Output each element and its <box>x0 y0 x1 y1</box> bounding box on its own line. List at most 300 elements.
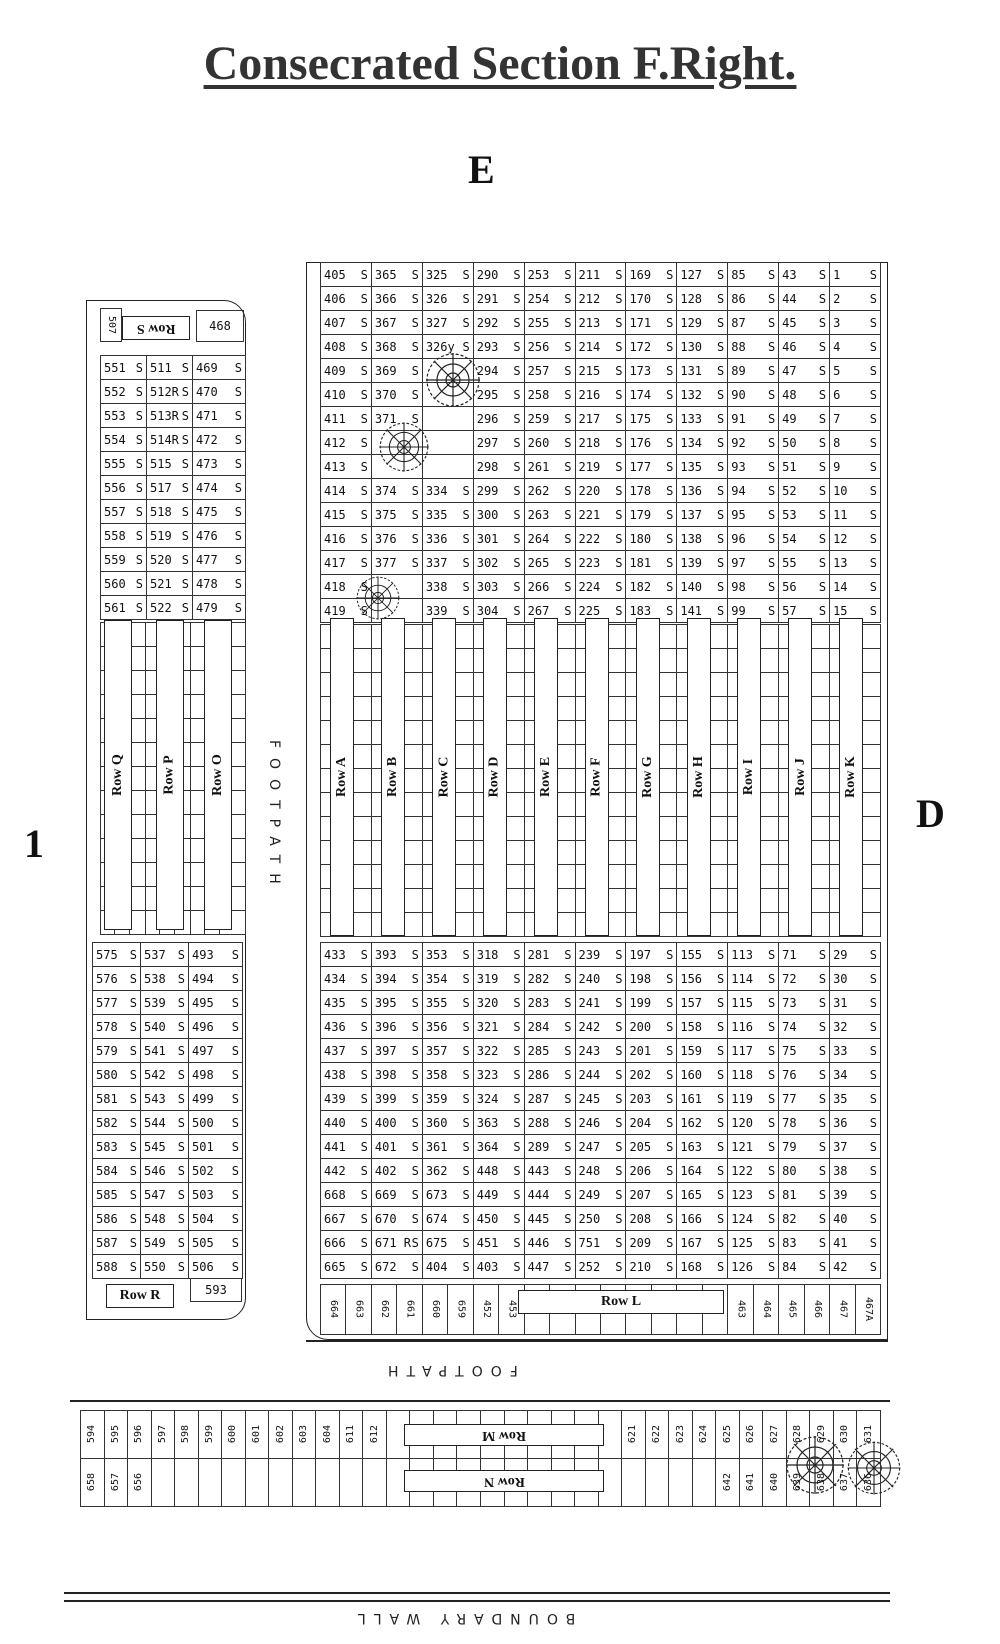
plot-cell[interactable] <box>152 1459 176 1507</box>
plot-cell[interactable] <box>474 1207 525 1231</box>
plot-cell[interactable] <box>222 1411 246 1459</box>
plot-cell[interactable] <box>525 575 576 599</box>
plot-cell[interactable] <box>779 1207 830 1231</box>
plot-cell[interactable] <box>576 407 627 431</box>
plot-cell[interactable] <box>423 551 474 575</box>
plot-cell[interactable] <box>830 1039 881 1063</box>
plot-cell[interactable] <box>677 1063 728 1087</box>
plot-cell[interactable] <box>626 1183 677 1207</box>
plot-cell[interactable] <box>423 1285 448 1335</box>
plot-cell[interactable] <box>321 527 372 551</box>
plot-cell[interactable] <box>830 967 881 991</box>
plot-cell[interactable] <box>321 455 372 479</box>
plot-cell[interactable] <box>372 1285 397 1335</box>
plot-cell[interactable] <box>830 1015 881 1039</box>
plot-cell[interactable] <box>525 1087 576 1111</box>
plot-cell[interactable] <box>191 887 205 911</box>
plot-cell[interactable] <box>141 1087 189 1111</box>
plot-cell[interactable] <box>740 1459 764 1507</box>
plot-cell[interactable] <box>423 1063 474 1087</box>
plot-cell[interactable] <box>779 311 830 335</box>
plot-cell[interactable] <box>779 1015 830 1039</box>
plot-cell[interactable] <box>525 335 576 359</box>
plot-cell[interactable] <box>101 452 147 476</box>
plot-cell[interactable] <box>576 1183 627 1207</box>
plot-cell[interactable] <box>626 287 677 311</box>
plot-cell[interactable] <box>191 719 205 743</box>
plot-cell[interactable] <box>474 527 525 551</box>
plot-cell[interactable] <box>626 551 677 575</box>
plot-cell[interactable] <box>779 1255 830 1279</box>
plot-cell[interactable] <box>576 503 627 527</box>
plot-cell[interactable] <box>677 967 728 991</box>
plot-cell[interactable] <box>525 1159 576 1183</box>
plot-cell[interactable] <box>779 967 830 991</box>
plot-cell[interactable] <box>93 1183 141 1207</box>
plot-cell[interactable] <box>93 1015 141 1039</box>
plot-cell[interactable] <box>321 943 372 967</box>
plot-cell[interactable] <box>321 1063 372 1087</box>
plot-cell[interactable] <box>321 1015 372 1039</box>
plot-cell[interactable] <box>626 503 677 527</box>
plot-cell[interactable] <box>101 476 147 500</box>
plot-cell[interactable] <box>321 1039 372 1063</box>
plot-cell[interactable] <box>191 791 205 815</box>
plot-cell[interactable] <box>147 476 193 500</box>
plot-cell[interactable] <box>93 991 141 1015</box>
row-f-bar[interactable] <box>585 618 609 936</box>
plot-cell[interactable] <box>779 1111 830 1135</box>
plot-cell[interactable] <box>189 1111 243 1135</box>
plot-cell[interactable] <box>141 991 189 1015</box>
plot-cell[interactable] <box>576 1111 627 1135</box>
plot-cell[interactable] <box>830 551 881 575</box>
plot-cell[interactable] <box>576 1207 627 1231</box>
plot-cell[interactable] <box>525 991 576 1015</box>
plot-cell[interactable] <box>728 1111 779 1135</box>
plot-cell[interactable] <box>101 356 147 380</box>
plot-cell[interactable] <box>677 1159 728 1183</box>
plot-cell[interactable] <box>93 1063 141 1087</box>
plot-cell[interactable] <box>787 1411 811 1459</box>
plot-cell[interactable] <box>423 1207 474 1231</box>
plot-cell[interactable] <box>93 1135 141 1159</box>
plot-cell[interactable] <box>372 1183 423 1207</box>
plot-cell[interactable] <box>576 1159 627 1183</box>
plot-cell[interactable] <box>525 359 576 383</box>
plot-cell[interactable] <box>141 1135 189 1159</box>
plot-cell[interactable] <box>834 1459 858 1507</box>
plot-cell[interactable] <box>128 1411 152 1459</box>
plot-cell[interactable] <box>474 943 525 967</box>
plot-cell[interactable] <box>763 1459 787 1507</box>
plot-cell[interactable] <box>423 991 474 1015</box>
plot-cell[interactable] <box>321 1087 372 1111</box>
plot-cell[interactable] <box>576 335 627 359</box>
plot-cell[interactable] <box>423 263 474 287</box>
plot-cell[interactable] <box>576 1015 627 1039</box>
plot-cell[interactable] <box>830 1231 881 1255</box>
row-g-bar[interactable] <box>636 618 660 936</box>
plot-cell[interactable] <box>669 1459 693 1507</box>
plot-cell[interactable] <box>372 503 423 527</box>
plot-cell[interactable] <box>677 1015 728 1039</box>
plot-cell[interactable] <box>423 575 474 599</box>
plot-cell[interactable] <box>474 967 525 991</box>
plot-cell[interactable] <box>152 1411 176 1459</box>
plot-cell[interactable] <box>321 287 372 311</box>
plot-cell[interactable] <box>321 311 372 335</box>
plot-cell[interactable] <box>830 311 881 335</box>
plot-cell[interactable] <box>677 991 728 1015</box>
plot-cell[interactable] <box>779 407 830 431</box>
plot-cell[interactable] <box>576 1063 627 1087</box>
plot-cell[interactable] <box>269 1459 293 1507</box>
plot-cell[interactable] <box>626 455 677 479</box>
plot-cell[interactable] <box>474 1231 525 1255</box>
plot-cell[interactable] <box>677 431 728 455</box>
plot-cell[interactable] <box>693 1459 717 1507</box>
plot-cell[interactable] <box>397 1285 422 1335</box>
plot-cell[interactable] <box>193 524 246 548</box>
plot-cell[interactable] <box>372 335 423 359</box>
plot-cell[interactable] <box>779 1063 830 1087</box>
plot-cell[interactable] <box>830 431 881 455</box>
plot-cell[interactable] <box>728 1039 779 1063</box>
row-b-bar[interactable] <box>381 618 405 936</box>
plot-cell[interactable] <box>372 1087 423 1111</box>
plot-cell[interactable] <box>728 1087 779 1111</box>
plot-cell[interactable] <box>141 1015 189 1039</box>
plot-cell[interactable] <box>321 263 372 287</box>
plot-cell[interactable] <box>779 263 830 287</box>
plot-cell[interactable] <box>147 356 193 380</box>
plot-cell[interactable] <box>423 943 474 967</box>
plot-cell[interactable] <box>677 1255 728 1279</box>
plot-cell[interactable] <box>340 1411 364 1459</box>
plot-cell[interactable] <box>779 1231 830 1255</box>
plot-cell[interactable] <box>189 1063 243 1087</box>
plot-cell[interactable] <box>728 431 779 455</box>
plot-cell[interactable] <box>728 1159 779 1183</box>
plot-cell[interactable] <box>372 967 423 991</box>
plot-cell[interactable] <box>193 476 246 500</box>
plot-cell[interactable] <box>830 943 881 967</box>
plot-cell[interactable] <box>191 767 205 791</box>
plot-cell[interactable] <box>779 455 830 479</box>
plot-cell[interactable] <box>677 943 728 967</box>
plot-cell[interactable] <box>372 311 423 335</box>
plot-cell[interactable] <box>474 1015 525 1039</box>
plot-cell[interactable] <box>372 1207 423 1231</box>
plot-cell[interactable] <box>728 991 779 1015</box>
plot-cell[interactable] <box>474 1039 525 1063</box>
plot-cell[interactable] <box>191 623 205 647</box>
plot-cell[interactable] <box>372 1039 423 1063</box>
plot-cell[interactable] <box>525 431 576 455</box>
row-p-bar[interactable] <box>156 620 184 930</box>
plot-cell[interactable] <box>525 1183 576 1207</box>
plot-cell[interactable] <box>193 548 246 572</box>
plot-cell[interactable] <box>525 1135 576 1159</box>
plot-cell[interactable] <box>193 500 246 524</box>
plot-cell[interactable] <box>779 1039 830 1063</box>
plot-cell[interactable] <box>525 1015 576 1039</box>
plot-cell[interactable] <box>141 1039 189 1063</box>
plot-cell[interactable] <box>626 943 677 967</box>
plot-cell[interactable] <box>423 1183 474 1207</box>
plot-cell[interactable] <box>423 1039 474 1063</box>
plot-cell[interactable] <box>474 431 525 455</box>
plot-cell[interactable] <box>363 1411 387 1459</box>
plot-cell[interactable] <box>830 1159 881 1183</box>
row-r-bar[interactable] <box>106 1284 174 1308</box>
plot-cell[interactable] <box>101 380 147 404</box>
plot-cell[interactable] <box>147 548 193 572</box>
plot-cell[interactable] <box>372 1159 423 1183</box>
plot-cell[interactable] <box>622 1459 646 1507</box>
plot-cell[interactable] <box>423 1159 474 1183</box>
plot-cell[interactable] <box>423 1135 474 1159</box>
plot-cell[interactable] <box>525 551 576 575</box>
plot-cell[interactable] <box>191 911 205 935</box>
plot-cell[interactable] <box>830 1063 881 1087</box>
plot-cell[interactable] <box>199 1459 223 1507</box>
plot-cell[interactable] <box>576 551 627 575</box>
plot-cell[interactable] <box>141 1111 189 1135</box>
plot-cell[interactable] <box>779 1087 830 1111</box>
plot-cell[interactable] <box>189 1183 243 1207</box>
plot-cell[interactable] <box>147 428 193 452</box>
plot-cell[interactable] <box>740 1411 764 1459</box>
plot-cell[interactable] <box>525 383 576 407</box>
plot-cell[interactable] <box>193 380 246 404</box>
plot-cell[interactable] <box>576 967 627 991</box>
plot-cell[interactable] <box>525 943 576 967</box>
plot-cell[interactable] <box>423 1111 474 1135</box>
plot-cell[interactable] <box>372 263 423 287</box>
plot-cell[interactable] <box>677 455 728 479</box>
plot-cell[interactable] <box>101 404 147 428</box>
plot-cell[interactable] <box>321 359 372 383</box>
plot-cell[interactable] <box>93 1255 141 1279</box>
plot-cell[interactable] <box>576 383 627 407</box>
plot-cell[interactable] <box>830 383 881 407</box>
plot-cell[interactable] <box>646 1411 670 1459</box>
plot-cell[interactable] <box>646 1459 670 1507</box>
plot-cell[interactable] <box>191 671 205 695</box>
plot-cell[interactable] <box>576 575 627 599</box>
plot-cell[interactable] <box>626 991 677 1015</box>
plot-cell[interactable] <box>856 1285 881 1335</box>
plot-cell[interactable] <box>779 527 830 551</box>
plot-cell[interactable] <box>576 943 627 967</box>
row-k-bar[interactable] <box>839 618 863 936</box>
plot-cell[interactable] <box>372 1231 423 1255</box>
plot-cell[interactable] <box>728 263 779 287</box>
plot-cell[interactable] <box>474 287 525 311</box>
plot-cell[interactable] <box>321 503 372 527</box>
plot-cell[interactable] <box>830 263 881 287</box>
plot-cell[interactable] <box>576 1135 627 1159</box>
plot-cell[interactable] <box>293 1459 317 1507</box>
plot-cell[interactable] <box>189 1207 243 1231</box>
plot-cell[interactable] <box>626 1135 677 1159</box>
plot-cell[interactable] <box>525 1111 576 1135</box>
plot-cell[interactable] <box>175 1459 199 1507</box>
plot-cell[interactable] <box>830 1285 855 1335</box>
plot-cell[interactable] <box>363 1459 387 1507</box>
plot-cell[interactable] <box>716 1411 740 1459</box>
plot-cell[interactable] <box>525 527 576 551</box>
plot-cell[interactable] <box>372 1135 423 1159</box>
plot-cell[interactable] <box>189 1039 243 1063</box>
plot-cell[interactable] <box>677 527 728 551</box>
plot-cell[interactable] <box>130 863 146 887</box>
plot-cell[interactable] <box>346 1285 371 1335</box>
plot-cell[interactable] <box>779 359 830 383</box>
plot-cell[interactable] <box>423 479 474 503</box>
plot-cell[interactable] <box>321 479 372 503</box>
plot-cell[interactable] <box>576 1255 627 1279</box>
plot-cell[interactable] <box>474 503 525 527</box>
plot-cell[interactable] <box>830 1183 881 1207</box>
plot-cell[interactable] <box>130 743 146 767</box>
plot-cell[interactable] <box>525 503 576 527</box>
plot-cell[interactable] <box>669 1411 693 1459</box>
plot-cell[interactable] <box>423 311 474 335</box>
plot-cell[interactable] <box>147 596 193 620</box>
plot-cell[interactable] <box>128 1459 152 1507</box>
plot-cell[interactable] <box>372 1111 423 1135</box>
plot-cell[interactable] <box>130 671 146 695</box>
plot-cell[interactable] <box>101 428 147 452</box>
plot-cell[interactable] <box>810 1459 834 1507</box>
plot-cell[interactable] <box>576 263 627 287</box>
plot-cell[interactable] <box>372 359 423 383</box>
plot-cell[interactable] <box>423 1015 474 1039</box>
plot-cell[interactable] <box>321 335 372 359</box>
plot-cell[interactable] <box>189 1135 243 1159</box>
plot-cell[interactable] <box>626 383 677 407</box>
plot-cell[interactable] <box>141 1159 189 1183</box>
plot-cell[interactable] <box>191 815 205 839</box>
plot-cell[interactable] <box>576 311 627 335</box>
plot-cell[interactable] <box>830 455 881 479</box>
plot-cell[interactable] <box>199 1411 223 1459</box>
row-e-bar[interactable] <box>534 618 558 936</box>
row-h-bar[interactable] <box>687 618 711 936</box>
plot-cell[interactable] <box>81 1411 105 1459</box>
plot-cell[interactable] <box>626 479 677 503</box>
plot-cell[interactable] <box>677 1183 728 1207</box>
plot-cell[interactable] <box>474 1135 525 1159</box>
plot-cell[interactable] <box>728 287 779 311</box>
plot-cell[interactable] <box>830 503 881 527</box>
plot-cell[interactable] <box>101 524 147 548</box>
plot-cell[interactable] <box>626 1231 677 1255</box>
plot-cell[interactable] <box>423 1255 474 1279</box>
plot-cell[interactable] <box>141 943 189 967</box>
plot-cell[interactable] <box>189 1255 243 1279</box>
plot-cell[interactable] <box>677 1111 728 1135</box>
plot-cell[interactable] <box>626 1039 677 1063</box>
plot-cell[interactable] <box>316 1459 340 1507</box>
plot-cell[interactable] <box>779 335 830 359</box>
plot-cell[interactable] <box>130 647 146 671</box>
plot-cell[interactable] <box>779 943 830 967</box>
plot-cell[interactable] <box>525 967 576 991</box>
plot-cell[interactable] <box>677 503 728 527</box>
plot-cell[interactable] <box>246 1459 270 1507</box>
plot-cell[interactable] <box>474 991 525 1015</box>
plot-cell[interactable] <box>728 1255 779 1279</box>
plot-cell[interactable] <box>269 1411 293 1459</box>
plot-cell[interactable] <box>474 479 525 503</box>
plot-cell[interactable] <box>321 1135 372 1159</box>
plot-cell[interactable] <box>728 1183 779 1207</box>
plot-cell[interactable] <box>576 1039 627 1063</box>
plot-cell[interactable] <box>105 1459 129 1507</box>
plot-cell[interactable] <box>93 1111 141 1135</box>
plot-cell[interactable] <box>93 1039 141 1063</box>
plot-cell[interactable] <box>525 263 576 287</box>
plot-cell[interactable] <box>101 596 147 620</box>
plot-cell[interactable] <box>830 1135 881 1159</box>
row-l-bar[interactable] <box>518 1290 724 1314</box>
plot-cell[interactable] <box>93 943 141 967</box>
plot-cell[interactable] <box>626 1207 677 1231</box>
plot-cell[interactable] <box>763 1411 787 1459</box>
plot-cell[interactable] <box>626 335 677 359</box>
plot-cell[interactable] <box>81 1459 105 1507</box>
plot-cell[interactable] <box>130 911 146 935</box>
plot-cell[interactable] <box>474 551 525 575</box>
plot-cell[interactable] <box>626 527 677 551</box>
plot-cell[interactable] <box>130 623 146 647</box>
plot-cell[interactable] <box>576 287 627 311</box>
plot-cell[interactable] <box>372 1015 423 1039</box>
plot-cell[interactable] <box>779 1159 830 1183</box>
plot-cell[interactable] <box>372 943 423 967</box>
plot-cell[interactable] <box>626 1015 677 1039</box>
plot-cell[interactable] <box>830 991 881 1015</box>
plot-cell[interactable] <box>626 967 677 991</box>
plot-cell[interactable] <box>191 647 205 671</box>
row-a-bar[interactable] <box>330 618 354 936</box>
plot-cell[interactable] <box>321 1159 372 1183</box>
plot-cell[interactable] <box>626 1087 677 1111</box>
plot-cell[interactable] <box>193 452 246 476</box>
plot-cell[interactable] <box>130 695 146 719</box>
plot-cell[interactable] <box>423 503 474 527</box>
plot-cell[interactable] <box>147 404 193 428</box>
plot-cell[interactable] <box>677 575 728 599</box>
plot-cell[interactable] <box>175 1411 199 1459</box>
plot-cell[interactable] <box>474 1063 525 1087</box>
plot-cell[interactable] <box>474 263 525 287</box>
plot-cell[interactable] <box>193 356 246 380</box>
plot-cell[interactable] <box>779 1285 804 1335</box>
plot-cell[interactable] <box>728 575 779 599</box>
plot-cell[interactable] <box>372 383 423 407</box>
plot-cell[interactable] <box>141 1207 189 1231</box>
plot-cell[interactable] <box>222 1459 246 1507</box>
plot-cell[interactable] <box>189 967 243 991</box>
plot-cell[interactable] <box>830 575 881 599</box>
plot-cell[interactable] <box>677 359 728 383</box>
plot-cell[interactable] <box>779 503 830 527</box>
